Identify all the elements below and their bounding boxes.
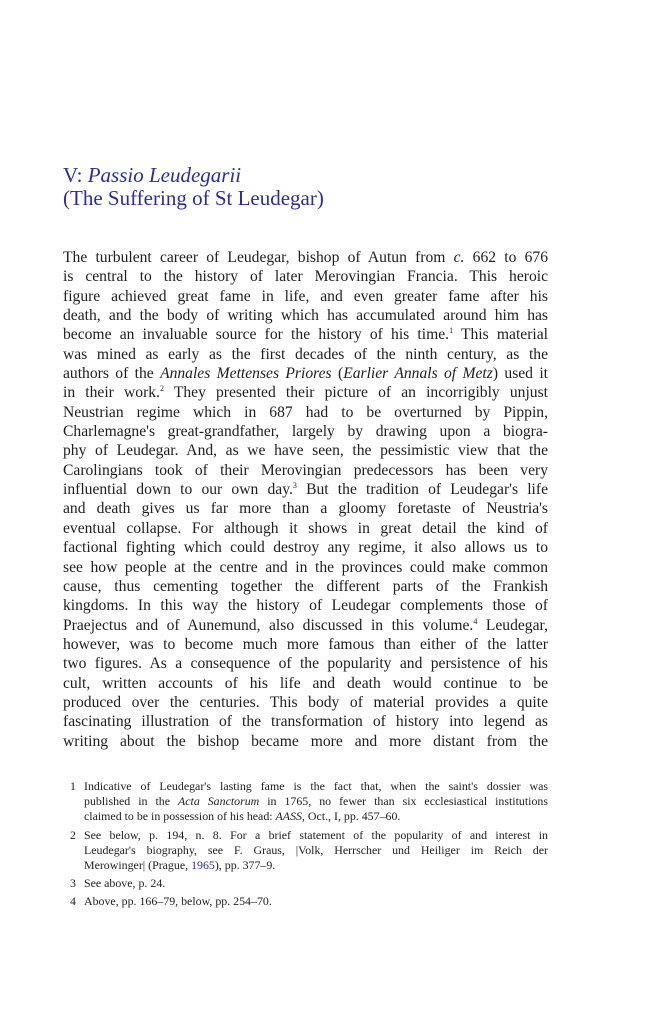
chapter-heading — [63, 164, 324, 210]
footnote-ref: 1 — [449, 326, 454, 336]
body-line: Carolingians took of their Merovingian predecessors has been very — [63, 461, 548, 479]
footnote-ref: 2 — [159, 384, 164, 394]
footnote-line: Merowinger| (Prague, 1965), pp. 377–9. — [84, 858, 276, 873]
footnote-number: 3 — [70, 876, 76, 891]
italic-text: AASS — [275, 809, 302, 824]
year-link[interactable]: 1965 — [191, 858, 215, 873]
body-line: factional fighting which could destroy any regime, it also allows us to — [63, 539, 548, 557]
footnote-line: See above, p. 24. — [84, 876, 166, 891]
body-line: death, and the body of writing which has accumulated around him has — [63, 307, 548, 325]
footnotes — [70, 779, 548, 913]
body-line: The turbulent career of Leudegar, bishop of Autun from c. 662 to 676 — [63, 249, 549, 266]
body-line: however, was to become much more famous than either of the latter — [63, 635, 548, 653]
chapter-title-latin: Passio Leudegarii — [87, 163, 242, 187]
footnote-line: Leudegar's biography, see F. Graus, |Volk, Herrscher und Heiliger im Reich der — [84, 842, 548, 857]
footnote — [70, 779, 548, 825]
body-line: in their work.$^2$ They presented their picture of an incorrigibly unjust — [63, 384, 548, 402]
body-line: authors of the Annales Mettenses Priores (Earlier Annals of Metz) used it — [63, 365, 549, 383]
body-line: and death gives us far more than a gloomy foretaste of Neustria's — [63, 500, 548, 518]
chapter-title-english: (The Suffering of St Leudegar) — [63, 186, 324, 210]
footnote-number: 1 — [70, 779, 76, 793]
body-line: Neustrian regime which in 687 had to be overturned by Pippin, — [63, 403, 548, 421]
footnote-line: Indicative of Leudegar's lasting fame is the fact that, when the saint's dossier was — [84, 779, 548, 793]
body-line: was mined as early as the first decades of the ninth century, as the — [63, 345, 548, 363]
body-line: influential down to our own day.$^3$ But the tradition of Leudegar's life — [63, 480, 548, 499]
italic-text: c. — [453, 249, 465, 266]
body-line: see how people at the centre and in the provinces could make common — [63, 558, 548, 576]
body-line: Charlemagne's great-grandfather, largely by drawing upon a biogra- — [63, 423, 548, 441]
italic-text: Acta Sanctorum — [177, 794, 260, 809]
body-line: writing about the bishop became more and more distant from the — [63, 732, 548, 750]
footnote-ref: 4 — [473, 616, 478, 626]
body-line: produced over the centuries. This body of material provides a quite — [63, 693, 548, 711]
body-line: kingdoms. In this way the history of Leudegar complements those of — [63, 597, 548, 615]
footnote — [70, 828, 548, 874]
body-line: figure achieved great fame in life, and even greater fame after his — [63, 287, 548, 305]
footnote-line: claimed to be in possession of his head: AASS, Oct., I, pp. 457–60. — [84, 809, 401, 824]
footnote-line: published in the Acta Sanctorum in 1765, no fewer than six ecclesiastical institutions — [84, 794, 548, 809]
italic-text: Earlier Annals of Metz — [343, 365, 493, 383]
footnote-number: 4 — [70, 894, 76, 909]
chapter-number: V: — [63, 163, 88, 187]
body-line: cause, thus cementing together the different parts of the Frankish — [63, 577, 548, 595]
body-line: Praejectus and of Aunemund, also discussed in this volume.$^4$ Leudegar, — [63, 616, 548, 634]
body-line: phy of Leudegar. And, as we have seen, the pessimistic view that the — [63, 442, 548, 460]
footnote-number: 2 — [70, 827, 76, 842]
footnote — [70, 876, 548, 891]
italic-text: Annales Mettenses Priores — [160, 365, 332, 383]
chapter-title-line — [63, 164, 324, 187]
body-line: eventual collapse. For although it shows in great detail the kind of — [63, 519, 548, 537]
footnote-line: See below, p. 194, n. 8. For a brief statement of the popularity of and interest in — [84, 827, 548, 842]
body-line: cult, written accounts of his life and death would continue to be — [63, 674, 548, 692]
body-text — [63, 248, 548, 751]
body-line: become an invaluable source for the history of his time.$^1$ This material — [63, 326, 548, 344]
body-line: is central to the history of later Merovingian Francia. This heroic — [63, 268, 548, 286]
body-line: two figures. As a consequence of the popularity and persistence of his — [63, 655, 548, 673]
footnote — [70, 894, 548, 909]
footnote-line: Above, pp. 166–79, below, pp. 254–70. — [84, 894, 272, 909]
footnote-ref: 3 — [292, 480, 297, 490]
body-line: fascinating illustration of the transformation of history into legend as — [63, 713, 548, 731]
